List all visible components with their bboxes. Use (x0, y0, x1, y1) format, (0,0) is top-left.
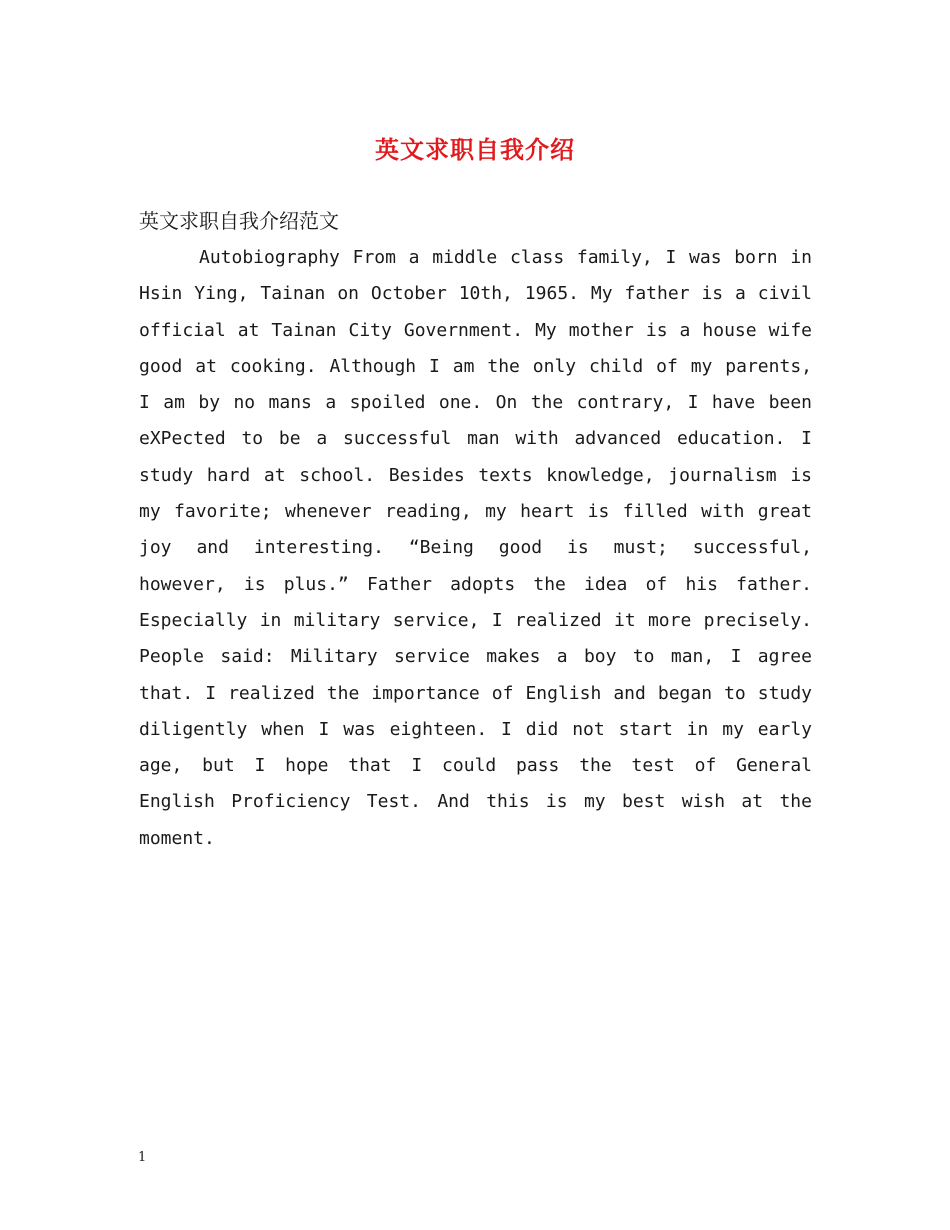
body-paragraph: Autobiography From a middle class family, I was born in Hsin Ying, Tainan on October 10th, 1965. My father is a civil official at Tainan City Government. My mother is a house wife good at cooking. Although I am the only child of my parents, I am by no mans a spoiled one. On the contrary, I have been eXPected to be a successful man with advanced education. I study hard at school. Besides texts knowledge, journalism is my favorite; whenever reading, my heart is filled with great joy and interesting. “Being good is must; successful, however, is plus.” Father adopts the idea of his father. Especially in military service, I realized it more precisely. People said: Military service makes a boy to man, I agree that. I realized the importance of English and began to study diligently when I was eighteen. I did not start in my early age, but I hope that I could pass the test of General English Proficiency Test. And this is my best wish at the moment. (139, 247, 812, 849)
section-heading: 英文求职自我介绍范文 (139, 209, 339, 233)
page-number: 1 (138, 1150, 147, 1165)
document-title: 英文求职自我介绍 (375, 135, 575, 164)
